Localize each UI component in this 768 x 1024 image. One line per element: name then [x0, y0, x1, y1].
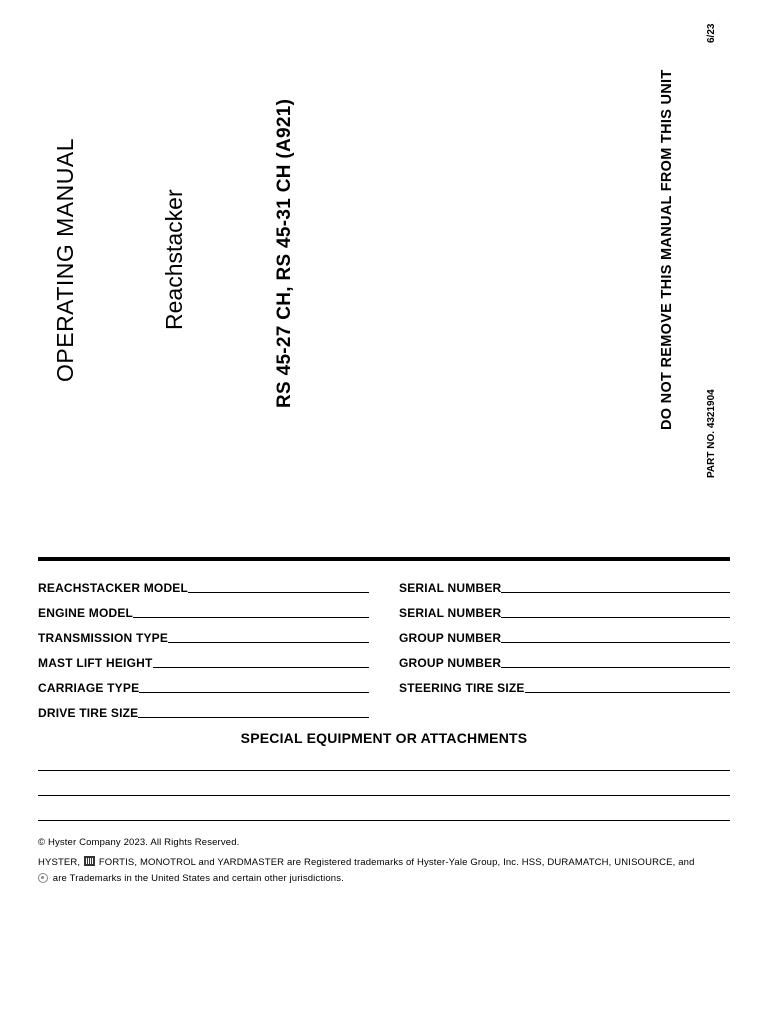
part-number: PART NO. 4321904: [706, 389, 717, 478]
field-label: STEERING TIRE SIZE: [399, 681, 525, 695]
field-reachstacker-model: [38, 577, 369, 595]
fill-in-line: [153, 666, 369, 668]
field-carriage-type: [38, 677, 369, 695]
trademark-text: are Trademarks in the United States and certain other jurisdictions.: [52, 873, 344, 884]
field-serial-number-1: [399, 577, 730, 595]
field-label: CARRIAGE TYPE: [38, 681, 140, 695]
field-label: TRANSMISSION TYPE: [38, 631, 169, 645]
field-drive-tire-size: [38, 702, 369, 720]
product-type: Reachstacker: [161, 189, 187, 330]
fill-in-line: [38, 820, 730, 821]
field-label: DRIVE TIRE SIZE: [38, 706, 139, 720]
trademark-gear-icon: [38, 873, 48, 883]
fill-in-line: [133, 616, 369, 618]
fill-in-line: [139, 691, 369, 693]
fill-in-line: [188, 591, 369, 593]
field-steering-tire-size: [399, 677, 730, 695]
fill-in-line: [38, 770, 730, 771]
field-label: ENGINE MODEL: [38, 606, 134, 620]
fill-in-line: [501, 616, 730, 618]
field-mast-lift-height: [38, 652, 369, 670]
field-label: SERIAL NUMBER: [399, 581, 502, 595]
field-label: GROUP NUMBER: [399, 631, 502, 645]
field-label: SERIAL NUMBER: [399, 606, 502, 620]
field-label: REACHSTACKER MODEL: [38, 581, 189, 595]
trademark-notice-continued: [38, 873, 344, 884]
field-engine-model: [38, 602, 369, 620]
manual-title: OPERATING MANUAL: [52, 138, 78, 382]
trademark-text: HYSTER,: [38, 857, 81, 868]
trademark-notice: [38, 856, 695, 868]
field-group-number-1: [399, 627, 730, 645]
field-transmission-type: [38, 627, 369, 645]
special-equipment-heading: SPECIAL EQUIPMENT OR ATTACHMENTS: [240, 730, 528, 746]
fill-in-line: [525, 691, 730, 693]
model-numbers: RS 45-27 CH, RS 45-31 CH (A921): [274, 98, 295, 408]
copyright-notice: © Hyster Company 2023. All Rights Reserved.: [38, 837, 240, 848]
revision-date: 6/23: [706, 23, 717, 43]
fill-in-line: [138, 716, 369, 718]
trademark-text: FORTIS, MONOTROL and YARDMASTER are Registered trademarks of Hyster-Yale Group, Inc. HSS, DURAMATCH, UNISOURCE, and: [98, 857, 695, 868]
field-label: GROUP NUMBER: [399, 656, 502, 670]
hyster-logo-icon: [84, 856, 95, 866]
do-not-remove-warning: DO NOT REMOVE THIS MANUAL FROM THIS UNIT: [659, 69, 675, 430]
field-group-number-2: [399, 652, 730, 670]
section-divider: [38, 557, 730, 561]
fill-in-line: [168, 641, 369, 643]
fill-in-line: [501, 591, 730, 593]
field-serial-number-2: [399, 602, 730, 620]
field-label: MAST LIFT HEIGHT: [38, 656, 153, 670]
fill-in-line: [501, 641, 730, 643]
fill-in-line: [38, 795, 730, 796]
fill-in-line: [501, 666, 730, 668]
